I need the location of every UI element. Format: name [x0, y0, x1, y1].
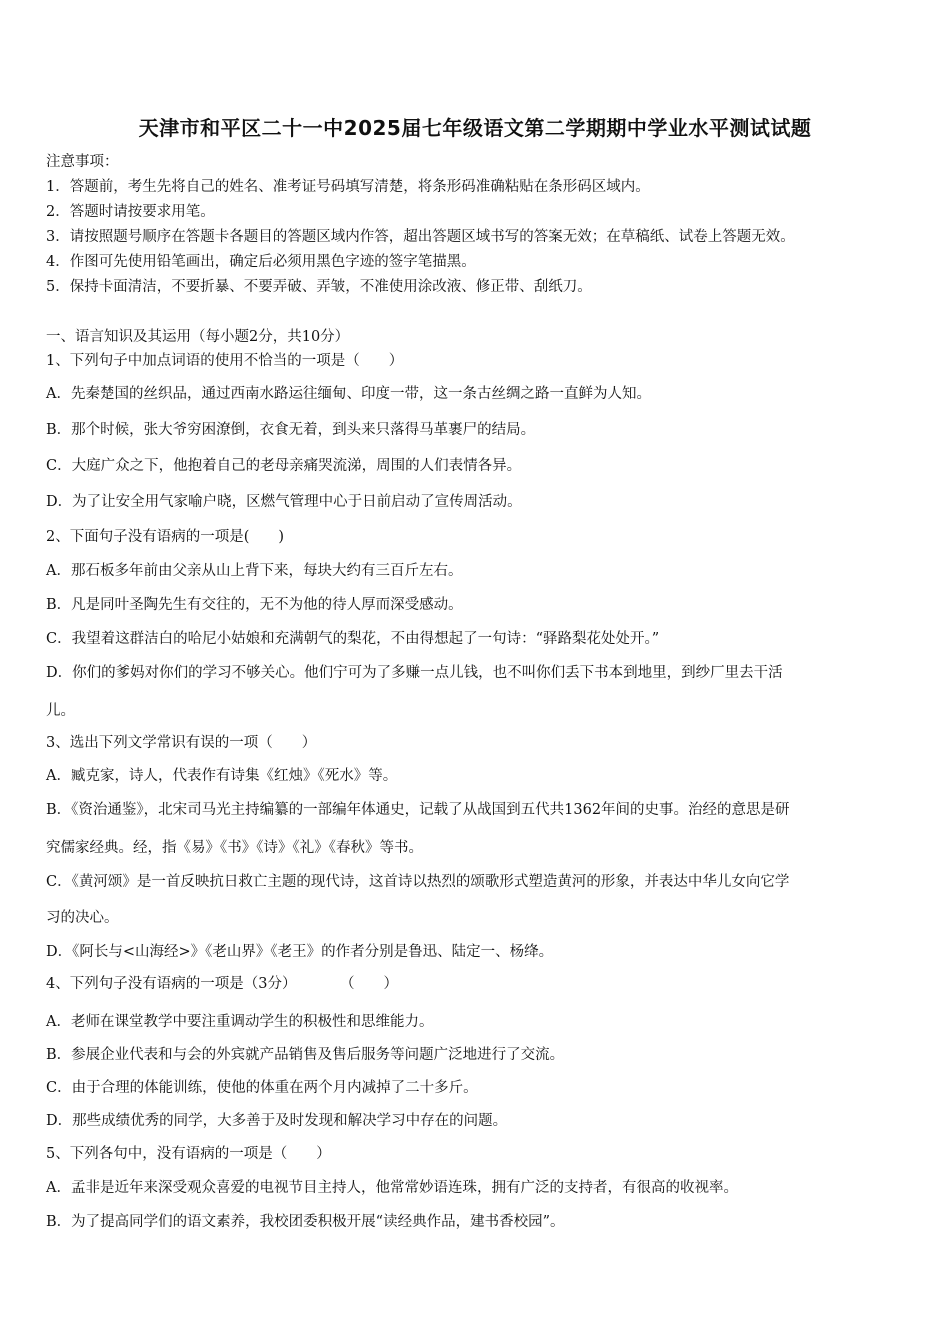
option-b: B．参展企业代表和与会的外宾就产品销售及售后服务等问题广泛地进行了交流。	[46, 1047, 565, 1063]
option-c: C．由于合理的体能训练，使他的体重在两个月内减掉了二十多斤。	[46, 1080, 478, 1096]
option-d: D．为了让安全用气家喻户晓，区燃气管理中心于日前启动了宣传周活动。	[46, 494, 522, 510]
option-d-continued: 儿。	[46, 703, 75, 719]
option-a: A．臧克家，诗人，代表作有诗集《红烛》《死水》等。	[46, 768, 398, 784]
notice-item: 1．答题前，考生先将自己的姓名、准考证号码填写清楚，将条形码准确粘贴在条形码区域内。	[46, 179, 650, 195]
option-a: A．先秦楚国的丝织品，通过西南水路运往缅甸、印度一带，这一条古丝绸之路一直鲜为人知。	[46, 386, 651, 402]
option-b: B．凡是同叶圣陶先生有交往的，无不为他的待人厚而深受感动。	[46, 597, 463, 613]
section-heading: 一、语言知识及其运用（每小题2分，共10分）	[46, 329, 350, 345]
notice-heading: 注意事项：	[46, 154, 119, 170]
option-a: A．那石板多年前由父亲从山上背下来，每块大约有三百斤左右。	[46, 563, 463, 579]
option-d: D．那些成绩优秀的同学，大多善于及时发现和解决学习中存在的问题。	[46, 1113, 508, 1129]
option-b: B．为了提高同学们的语文素养，我校团委积极开展“读经典作品，建书香校园”。	[46, 1214, 565, 1230]
option-a: A．孟非是近年来深受观众喜爱的电视节目主持人，他常常妙语连珠，拥有广泛的支持者，有很高的收视率。	[46, 1180, 738, 1196]
question-stem: 4、下列句子没有语病的一项是（3分） （ ）	[46, 976, 398, 992]
option-c: C．《黄河颂》是一首反映抗日救亡主题的现代诗，这首诗以热烈的颂歌形式塑造黄河的形象，并表达中华儿女向它学	[46, 874, 790, 890]
option-c-continued: 习的决心。	[46, 910, 119, 926]
question-stem: 3、选出下列文学常识有误的一项（ ）	[46, 735, 317, 751]
option-d: D．你们的爹妈对你们的学习不够关心。他们宁可为了多赚一点儿钱，也不叫你们丢下书本到地里，到纱厂里去干活	[46, 665, 783, 681]
question-stem: 1、下列句子中加点词语的使用不恰当的一项是（ ）	[46, 353, 404, 369]
question-stem: 2、下面句子没有语病的一项是( )	[46, 529, 285, 545]
option-d: D．《阿长与<山海经>》《老山界》《老王》的作者分别是鲁迅、陆定一、杨绛。	[46, 944, 554, 960]
option-c: C．我望着这群洁白的哈尼小姑娘和充满朝气的梨花，不由得想起了一句诗：“驿路梨花处处开。”	[46, 631, 660, 647]
notice-item: 3．请按照题号顺序在答题卡各题目的答题区域内作答，超出答题区域书写的答案无效；在草稿纸、试卷上答题无效。	[46, 229, 795, 245]
page-title: 天津市和平区二十一中2025届七年级语文第二学期期中学业水平测试试题	[138, 116, 812, 140]
notice-item: 4．作图可先使用铅笔画出，确定后必须用黑色字迹的签字笔描黑。	[46, 254, 476, 270]
option-b: B．那个时候，张大爷穷困潦倒，衣食无着，到头来只落得马革裹尸的结局。	[46, 422, 536, 438]
question-stem: 5、下列各句中，没有语病的一项是（ ）	[46, 1146, 331, 1162]
option-a: A．老师在课堂教学中要注重调动学生的积极性和思维能力。	[46, 1014, 434, 1030]
option-b-continued: 究儒家经典。经，指《易》《书》《诗》《礼》《春秋》等书。	[46, 840, 423, 856]
option-c: C．大庭广众之下，他抱着自己的老母亲痛哭流涕，周围的人们表情各异。	[46, 458, 522, 474]
notice-item: 5．保持卡面清洁，不要折暴、不要弄破、弄皱，不准使用涂改液、修正带、刮纸刀。	[46, 279, 592, 295]
option-b: B．《资治通鉴》，北宋司马光主持编纂的一部编年体通史，记载了从战国到五代共1362年间的史事。治经的意思是研	[46, 802, 790, 818]
notice-item: 2．答题时请按要求用笔。	[46, 204, 215, 220]
